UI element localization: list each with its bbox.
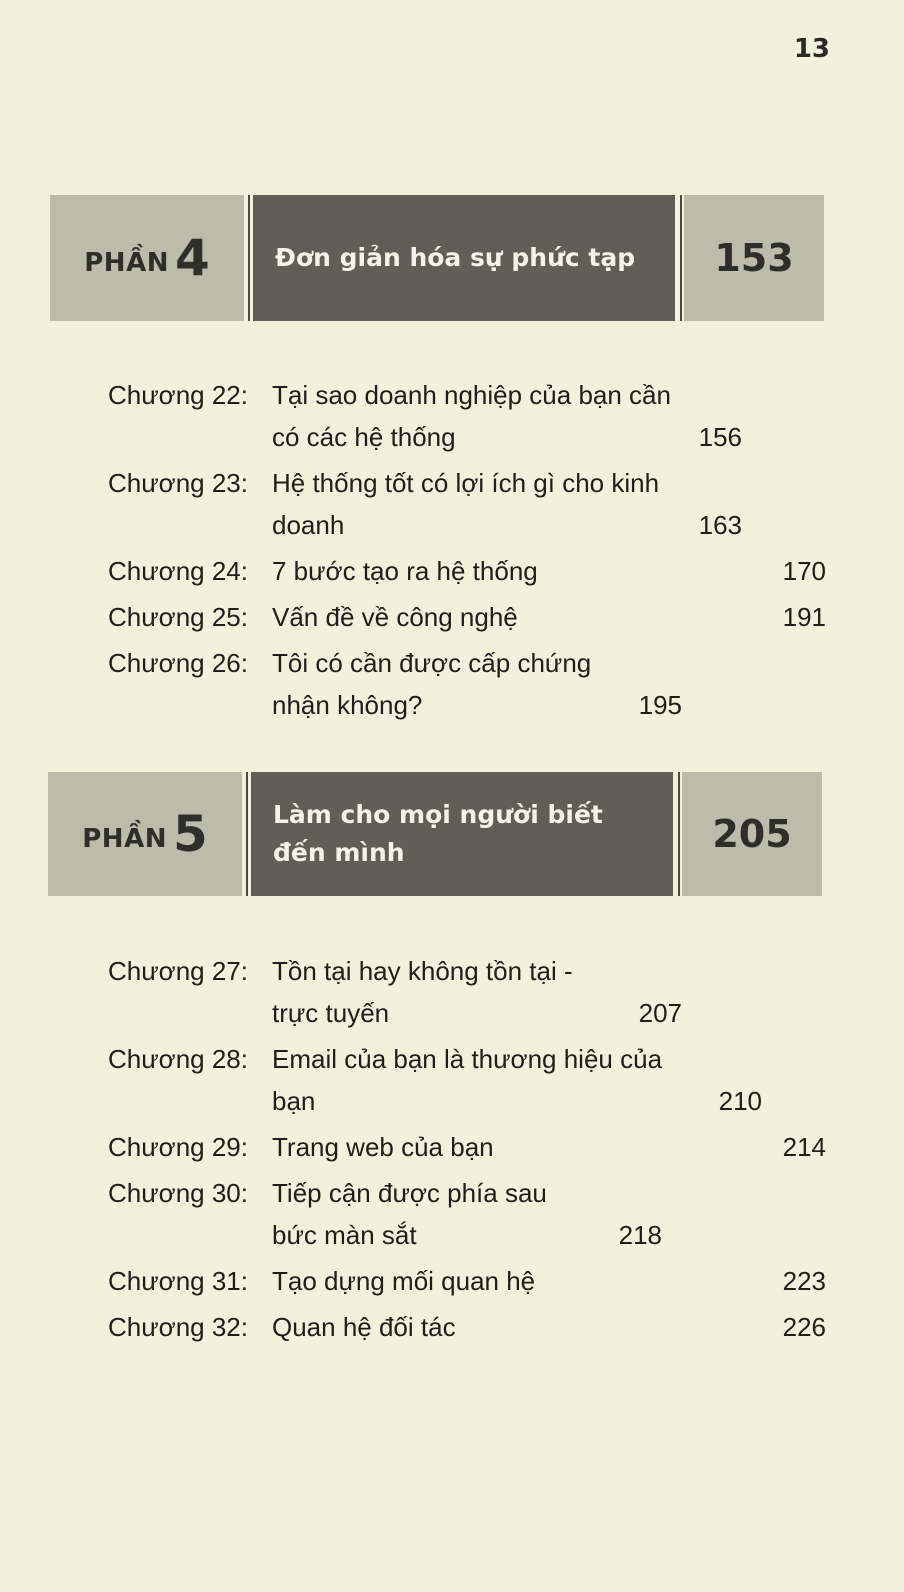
chapter-page: 170 [782,556,826,586]
chapter-label: Chương 22: [108,380,248,410]
toc-entry-chapter-30 [108,1172,826,1256]
chapter-title: Email của bạn là thương hiệu của bạn [272,1044,663,1116]
toc-entry-chapter-28 [108,1038,826,1122]
chapter-page: 163 [698,510,742,540]
chapter-label: Chương 28: [108,1044,248,1074]
chapter-title: Tại sao doanh nghiệp của bạn cần có các hệ thống [272,380,671,452]
chapter-label: Chương 23: [108,468,248,498]
chapter-page: 195 [638,690,682,720]
part-5-label-box [48,772,245,896]
part-5-chapter-list [108,950,826,1352]
chapter-page: 218 [618,1220,662,1250]
chapter-title: Tạo dựng mối quan hệ [272,1266,536,1296]
toc-entry-chapter-31 [108,1260,826,1302]
chapter-title: Tiếp cận được phía sau bức màn sắt [272,1178,547,1250]
part-4-banner [50,195,824,321]
part-4-page: 153 [714,236,794,280]
chapter-page: 223 [782,1266,826,1296]
part-5-word: PHẦN [82,824,167,854]
toc-entry-chapter-22 [108,374,826,458]
chapter-label: Chương 25: [108,602,248,632]
chapter-page: 210 [718,1086,762,1116]
part-4-number: 4 [174,229,210,287]
chapter-page: 156 [698,422,742,452]
part-4-title: Đơn giản hóa sự phức tạp [275,243,636,272]
chapter-label: Chương 30: [108,1178,248,1208]
chapter-title: Hệ thống tốt có lợi ích gì cho kinh doanh [272,468,660,540]
chapter-title: Quan hệ đối tác [272,1312,456,1342]
chapter-label: Chương 31: [108,1266,248,1296]
chapter-page: 226 [782,1312,826,1342]
part-4-page-box [684,195,824,321]
chapter-title: Vấn đề về công nghệ [272,602,518,632]
chapter-title: Tồn tại hay không tồn tại - trực tuyến [272,956,573,1028]
chapter-page: 207 [638,998,682,1028]
toc-entry-chapter-23 [108,462,826,546]
page-number: 13 [793,34,830,64]
chapter-page: 214 [782,1132,826,1162]
part-4-chapter-list [108,374,826,730]
chapter-title: 7 bước tạo ra hệ thống [272,556,538,586]
chapter-label: Chương 24: [108,556,248,586]
part-4-word: PHẦN [84,248,169,278]
part-5-title-box [251,772,676,896]
toc-entry-chapter-26 [108,642,826,726]
toc-entry-chapter-25 [108,596,826,638]
part-5-page: 205 [712,812,792,856]
part-4-title-box [253,195,678,321]
chapter-label: Chương 29: [108,1132,248,1162]
toc-entry-chapter-32 [108,1306,826,1348]
toc-entry-chapter-29 [108,1126,826,1168]
toc-entry-chapter-27 [108,950,826,1034]
chapter-title: Trang web của bạn [272,1132,494,1162]
chapter-label: Chương 32: [108,1312,248,1342]
chapter-title: Tôi có cần được cấp chứng nhận không? [272,648,592,720]
chapter-label: Chương 26: [108,648,248,678]
toc-entry-chapter-24 [108,550,826,592]
chapter-label: Chương 27: [108,956,248,986]
part-5-banner [48,772,822,896]
part-5-title: Làm cho mọi người biết đến mình [273,800,603,867]
part-5-number: 5 [172,805,208,863]
part-4-label-box [50,195,247,321]
part-5-page-box [682,772,822,896]
chapter-page: 191 [782,602,826,632]
